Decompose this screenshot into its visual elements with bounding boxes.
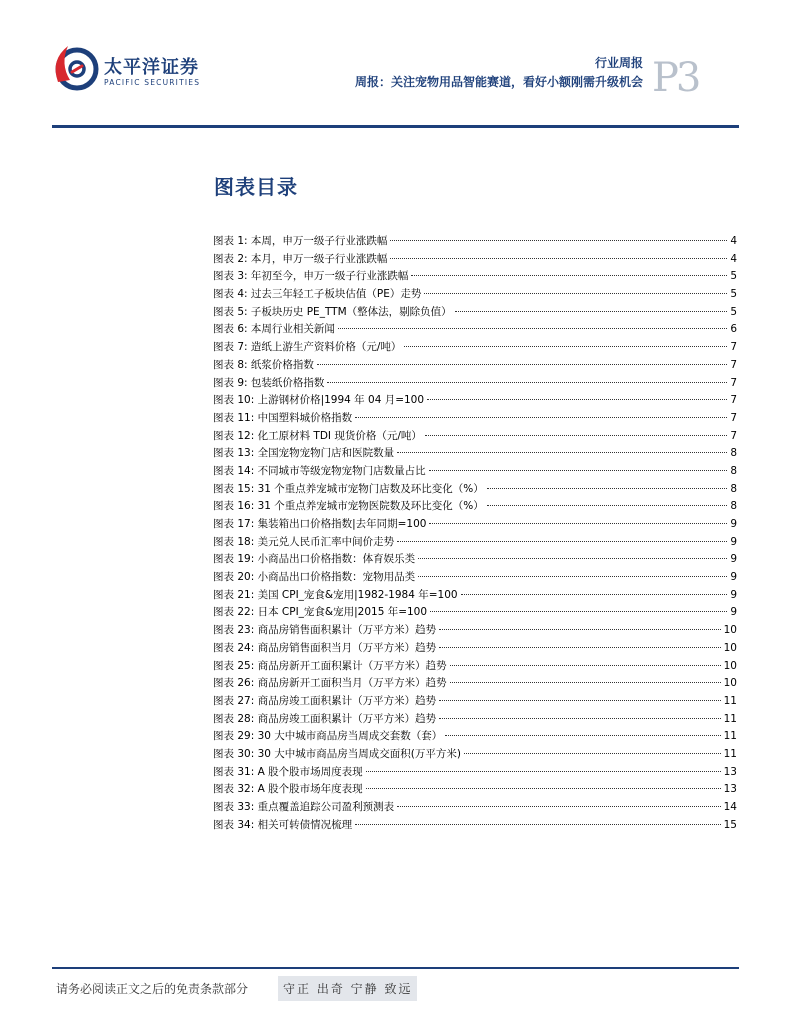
toc-entry-label: 图表 5: 子板块历史 PE_TTM（整体法，剔除负值） [213, 305, 452, 318]
toc-entry-label: 图表 7: 造纸上游生产资料价格（元/吨） [213, 341, 402, 354]
toc-entry-label: 图表 3: 年初至今，申万一级子行业涨跌幅 [213, 270, 409, 283]
toc-entry-page: 8 [730, 482, 737, 495]
toc-entry[interactable] [213, 498, 737, 516]
toc-entry[interactable] [213, 233, 737, 251]
toc-entry[interactable] [213, 410, 737, 428]
toc-entry[interactable] [213, 675, 737, 693]
toc-entry[interactable] [213, 799, 737, 817]
toc-entry-label: 图表 11: 中国塑料城价格指数 [213, 411, 353, 424]
toc-entry-label: 图表 31: A 股个股市场周度表现 [213, 765, 363, 778]
toc-entry-label: 图表 16: 31 个重点养宠城市宠物医院数及环比变化（%） [213, 500, 484, 513]
toc-dot-leader [461, 594, 728, 595]
toc-dot-leader [366, 771, 721, 772]
toc-entry[interactable] [213, 587, 737, 605]
toc-entry-label: 图表 30: 30 大中城市商品房当周成交面积(万平方米) [213, 747, 461, 760]
toc-dot-leader [450, 682, 721, 683]
toc-dot-leader [317, 364, 727, 365]
page-number: P3 [652, 55, 699, 101]
toc-entry-label: 图表 28: 商品房竣工面积累计（万平方米）趋势 [213, 712, 437, 725]
toc-entry[interactable] [213, 428, 737, 446]
toc-entry-page: 10 [723, 659, 737, 672]
footer-motto: 守正 出奇 宁静 致远 [278, 976, 417, 1001]
toc-entry[interactable] [213, 746, 737, 764]
toc-entry-page: 11 [723, 694, 737, 707]
footer-divider [52, 967, 739, 969]
toc-entry-page: 9 [730, 571, 737, 584]
toc-entry-page: 10 [723, 624, 737, 637]
toc-entry[interactable] [213, 693, 737, 711]
toc-entry-page: 5 [730, 305, 737, 318]
toc-entry[interactable] [213, 268, 737, 286]
toc-dot-leader [439, 629, 721, 630]
toc-entry[interactable] [213, 375, 737, 393]
report-type: 行业周报 [594, 56, 643, 70]
toc-entry-label: 图表 26: 商品房新开工面积当月（万平方米）趋势 [213, 677, 447, 690]
toc-entry-page: 4 [730, 235, 737, 247]
company-name-cn: 太平洋证券 [104, 57, 199, 78]
toc-dot-leader [424, 293, 727, 294]
toc-dot-leader [429, 523, 727, 524]
company-logo [48, 40, 208, 100]
toc-entry[interactable] [213, 357, 737, 375]
toc-dot-leader [455, 311, 728, 312]
toc-entry-page: 7 [730, 429, 737, 442]
toc-dot-leader [355, 824, 721, 825]
toc-dot-leader [355, 417, 727, 418]
toc-entry-page: 6 [730, 323, 737, 336]
toc-entry-page: 11 [723, 730, 737, 743]
toc-entry-label: 图表 29: 30 大中城市商品房当周成交套数（套） [213, 730, 443, 743]
toc-entry-label: 图表 33: 重点覆盖追踪公司盈利预测表 [213, 801, 395, 813]
toc-dot-leader [418, 558, 727, 559]
toc-entry-page: 8 [730, 447, 737, 460]
toc-entry-page: 10 [723, 641, 737, 654]
toc-dot-leader [404, 346, 727, 347]
toc-entry-page: 13 [723, 765, 737, 778]
toc-entry[interactable] [213, 551, 737, 569]
toc-dot-leader [427, 399, 727, 400]
toc-dot-leader [439, 700, 721, 701]
toc-entry[interactable] [213, 781, 737, 799]
toc-entry[interactable] [213, 251, 737, 269]
report-title: 周报：关注宠物用品智能赛道，看好小额刚需升级机会 [354, 75, 643, 89]
toc-dot-leader [397, 806, 721, 807]
toc-dot-leader [425, 435, 727, 436]
toc-entry-label: 图表 32: A 股个股市场年度表现 [213, 783, 363, 796]
toc-entry[interactable] [213, 304, 737, 322]
toc-entry-page: 13 [723, 783, 737, 796]
toc-entry-label: 图表 25: 商品房新开工面积累计（万平方米）趋势 [213, 659, 447, 672]
toc-entry-page: 14 [723, 801, 737, 813]
toc-entry[interactable] [213, 463, 737, 481]
toc-dot-leader [450, 665, 721, 666]
toc-entry-page: 9 [730, 535, 737, 548]
toc-dot-leader [418, 576, 727, 577]
toc-dot-leader [397, 541, 727, 542]
toc-entry-label: 图表 18: 美元兑人民币汇率中间价走势 [213, 535, 395, 548]
toc-dot-leader [429, 470, 728, 471]
toc-dot-leader [390, 240, 727, 241]
toc-entry[interactable] [213, 481, 737, 499]
toc-dot-leader [390, 258, 727, 259]
toc-entry-page: 9 [730, 588, 737, 601]
toc-entry[interactable] [213, 764, 737, 782]
toc-entry-page: 11 [723, 747, 737, 760]
toc-dot-leader [338, 328, 727, 329]
toc-entry-label: 图表 21: 美国 CPI_宠食&宠用|1982-1984 年=100 [213, 588, 458, 601]
toc-entry-label: 图表 4: 过去三年轻工子板块估值（PE）走势 [213, 288, 422, 301]
toc-entry-page: 11 [723, 712, 737, 725]
toc-entry-label: 图表 24: 商品房销售面积当月（万平方米）趋势 [213, 641, 437, 654]
toc-entry[interactable] [213, 445, 737, 463]
toc-entry-label: 图表 20: 小商品出口价格指数：宠物用品类 [213, 571, 416, 584]
toc-entry[interactable] [213, 516, 737, 534]
toc-entry[interactable] [213, 569, 737, 587]
toc-entry-label: 图表 9: 包装纸价格指数 [213, 376, 325, 389]
toc-entry-label: 图表 10: 上游钢材价格|1994 年 04 月=100 [213, 394, 425, 407]
toc-entry-page: 4 [730, 252, 737, 265]
company-name-en: PACIFIC SECURITIES [104, 78, 201, 87]
toc-entry-label: 图表 2: 本月，申万一级子行业涨跌幅 [213, 252, 388, 265]
toc-entry-label: 图表 17: 集装箱出口价格指数|去年同期=100 [213, 518, 427, 530]
toc-dot-leader [439, 718, 721, 719]
toc-entry-label: 图表 12: 化工原材料 TDI 现货价格（元/吨） [213, 429, 422, 442]
toc-entry[interactable] [213, 817, 737, 835]
toc-entry-label: 图表 23: 商品房销售面积累计（万平方米）趋势 [213, 624, 437, 637]
toc-entry[interactable] [213, 640, 737, 658]
toc-entry-page: 9 [730, 553, 737, 566]
toc-dot-leader [397, 452, 727, 453]
toc-entry-page: 5 [730, 270, 737, 283]
toc-entry-label: 图表 8: 纸浆价格指数 [213, 358, 314, 371]
toc-entry[interactable] [213, 658, 737, 676]
toc-entry[interactable] [213, 392, 737, 410]
toc-dot-leader [487, 488, 728, 489]
toc-entry-page: 7 [730, 376, 737, 389]
toc-dot-leader [464, 753, 721, 754]
toc-entry[interactable] [213, 339, 737, 357]
toc-entry[interactable] [213, 534, 737, 552]
toc-entry-label: 图表 14: 不同城市等级宠物宠物门店数量占比 [213, 464, 426, 477]
toc-entry-page: 7 [730, 358, 737, 371]
toc-entry-page: 9 [730, 518, 737, 530]
toc-entry-label: 图表 6: 本周行业相关新闻 [213, 323, 335, 336]
toc-entry[interactable] [213, 728, 737, 746]
toc-entry-label: 图表 1: 本周，申万一级子行业涨跌幅 [213, 235, 388, 247]
toc-entry-page: 7 [730, 411, 737, 424]
footer-disclaimer: 请务必阅读正文之后的免责条款部分 [56, 982, 249, 996]
toc-entry-page: 5 [730, 288, 737, 301]
toc-entry-label: 图表 22: 日本 CPI_宠食&宠用|2015 年=100 [213, 606, 428, 619]
toc-entry[interactable] [213, 622, 737, 640]
toc-entry-page: 7 [730, 394, 737, 407]
toc-entry-page: 7 [730, 341, 737, 354]
toc-entry-page: 15 [723, 818, 737, 831]
toc-dot-leader [445, 735, 720, 736]
toc-entry-page: 10 [723, 677, 737, 690]
toc-entry-page: 9 [730, 606, 737, 619]
toc-entry[interactable] [213, 604, 737, 622]
header-divider [52, 125, 739, 128]
toc-entry-label: 图表 15: 31 个重点养宠城市宠物门店数及环比变化（%） [213, 482, 484, 495]
toc-entry-page: 8 [730, 500, 737, 513]
toc-entry-label: 图表 13: 全国宠物宠物门店和医院数量 [213, 447, 395, 460]
toc-entry-label: 图表 27: 商品房竣工面积累计（万平方米）趋势 [213, 694, 437, 707]
toc-dot-leader [327, 382, 727, 383]
toc-entry[interactable] [213, 286, 737, 304]
toc-dot-leader [366, 788, 721, 789]
toc-dot-leader [430, 611, 727, 612]
toc-entry[interactable] [213, 321, 737, 339]
toc-entry-label: 图表 34: 相关可转债情况梳理 [213, 818, 353, 831]
pacific-securities-logo-icon [48, 40, 106, 98]
table-of-figures [213, 233, 737, 834]
toc-entry-page: 8 [730, 464, 737, 477]
toc-dot-leader [487, 505, 728, 506]
toc-dot-leader [439, 647, 721, 648]
toc-dot-leader [411, 275, 727, 276]
toc-heading: 图表目录 [214, 175, 298, 199]
toc-entry-label: 图表 19: 小商品出口价格指数：体育娱乐类 [213, 553, 416, 566]
toc-entry[interactable] [213, 711, 737, 729]
